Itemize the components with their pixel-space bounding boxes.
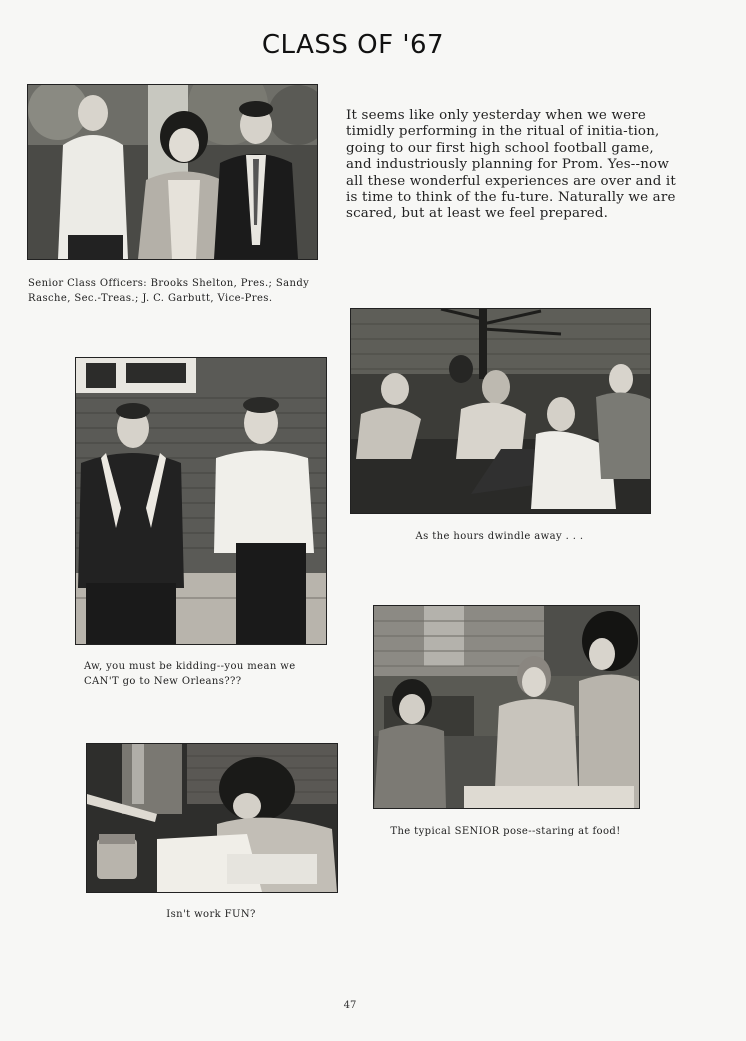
caption-work: Isn't work FUN? xyxy=(166,909,256,920)
photo-hours-dwindle xyxy=(350,308,651,514)
caption-kidding: Aw, you must be kidding--you mean we CAN'T go to New Orleans??? xyxy=(84,661,296,687)
photo-class-officers xyxy=(27,84,318,260)
photo-kidding xyxy=(75,357,327,645)
photo-work-fun xyxy=(86,743,338,893)
intro-paragraph: It seems like only yesterday when we were timidly performing in the ritual of initia-tion, going to our first high school football game, and industriously planning for Prom. Yes--now all these wonderful experiences are over and it is time to think of the fu-ture. Naturally we are scared, but at least we feel prepared. xyxy=(346,108,676,222)
caption-typical: The typical SENIOR pose--staring at food! xyxy=(390,826,621,837)
photo-typical-senior xyxy=(373,605,640,809)
caption-officers: Senior Class Officers: Brooks Shelton, Pres.; Sandy Rasche, Sec.-Treas.; J. C. Garbutt, Vice-Pres. xyxy=(28,278,310,304)
caption-hours: As the hours dwindle away . . . xyxy=(415,531,584,542)
page-title: CLASS OF '67 xyxy=(261,30,445,60)
page-number: 47 xyxy=(343,1000,357,1011)
